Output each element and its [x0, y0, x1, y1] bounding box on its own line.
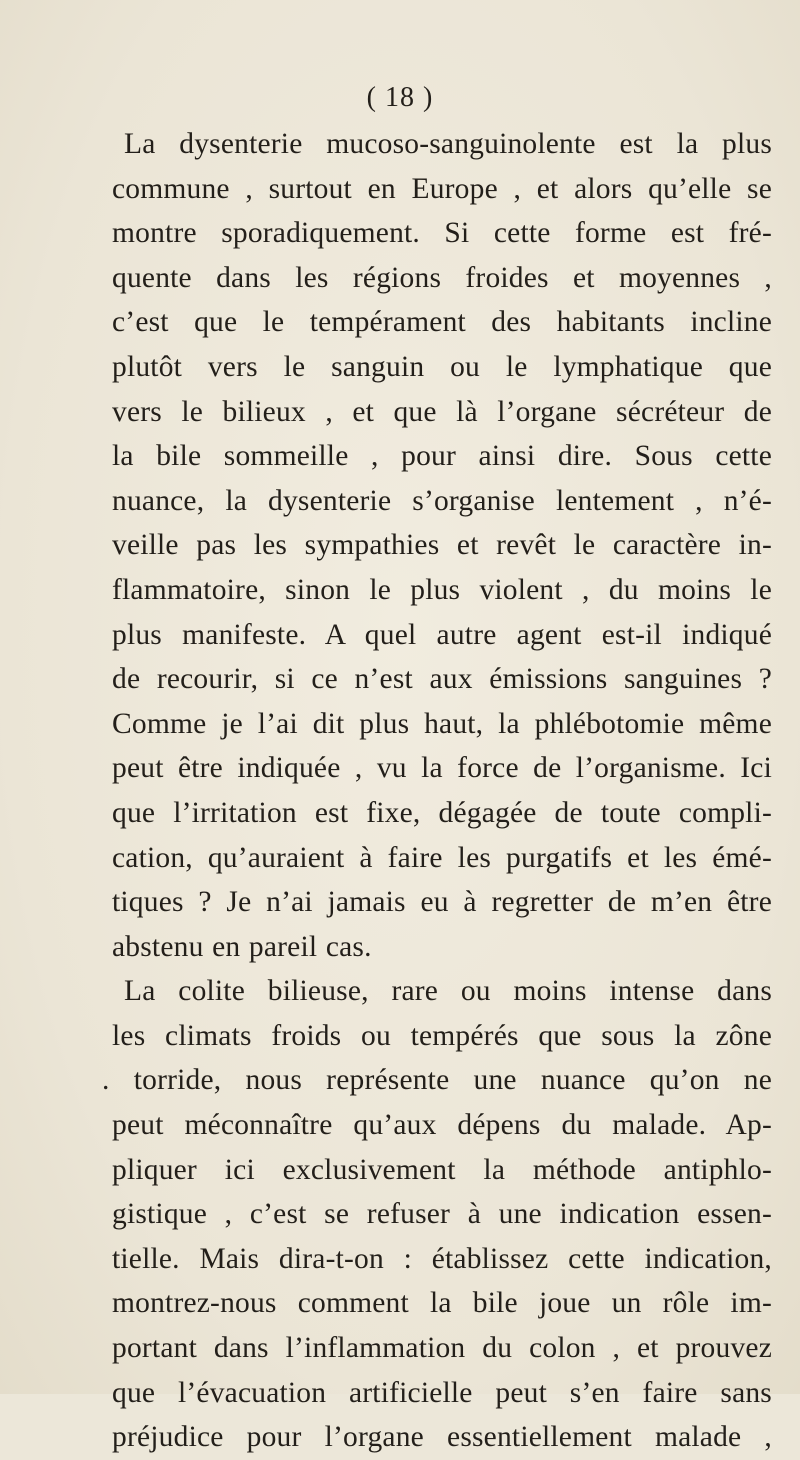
text-line: peut méconnaître qu’aux dépens du malade. Ap- — [112, 1109, 772, 1142]
text-line: La dysenterie mucoso-sanguinolente est la plus — [124, 128, 772, 160]
text-line: . torride, nous représente une nuance qu’on ne — [102, 1064, 772, 1097]
text-line: les climats froids ou tempérés que sous la zône — [112, 1019, 772, 1052]
text-line: gistique , c’est se refuser à une indication essen- — [112, 1198, 772, 1231]
text-line: veille pas les sympathies et revêt le caractère in- — [112, 529, 772, 562]
text-line: flammatoire, sinon le plus violent , du moins le — [112, 573, 772, 606]
text-line: peut être indiquée , vu la force de l’organisme. Ici — [112, 752, 772, 785]
text-line: vers le bilieux , et que là l’organe sécréteur de — [112, 395, 772, 428]
text-line: plutôt vers le sanguin ou le lymphatique que — [112, 350, 772, 383]
text-line: que l’évacuation artificielle peut s’en faire sans — [112, 1376, 772, 1409]
text-line: plus manifeste. A quel autre agent est-il indiqué — [112, 618, 772, 651]
text-line: montre sporadiquement. Si cette forme est fré- — [112, 217, 772, 250]
text-line: portant dans l’inflammation du colon , et prouvez — [112, 1332, 772, 1365]
text-line: pliquer ici exclusivement la méthode antiphlo- — [112, 1153, 772, 1186]
text-line: quente dans les régions froides et moyennes , — [112, 261, 772, 294]
text-line: cation, qu’auraient à faire les purgatifs et les émé- — [112, 841, 772, 874]
text-line: la bile sommeille , pour ainsi dire. Sous cette — [112, 440, 772, 473]
text-line: Comme je l’ai dit plus haut, la phlébotomie même — [112, 707, 772, 740]
text-line: préjudice pour l’organe essentiellement malade , — [112, 1421, 772, 1454]
text-line: de recourir, si ce n’est aux émissions sanguines ? — [112, 663, 772, 696]
text-line: commune , surtout en Europe , et alors qu’elle se — [112, 172, 772, 205]
text-line: montrez-nous comment la bile joue un rôle im- — [112, 1287, 772, 1320]
text-line: que l’irritation est fixe, dégagée de toute compli- — [112, 796, 772, 829]
page-number: ( 18 ) — [366, 82, 434, 113]
text-line: tielle. Mais dira-t-on : établissez cette indication, — [112, 1242, 772, 1275]
text-line: nuance, la dysenterie s’organise lentement , n’é- — [112, 484, 772, 517]
text-line: c’est que le tempérament des habitants incline — [112, 306, 772, 339]
body-text — [102, 122, 772, 1460]
text-line: abstenu en pareil cas. — [112, 930, 372, 963]
text-line: La colite bilieuse, rare ou moins intense dans — [124, 975, 772, 1008]
text-line: tiques ? Je n’ai jamais eu à regretter de m’en être — [112, 886, 772, 919]
